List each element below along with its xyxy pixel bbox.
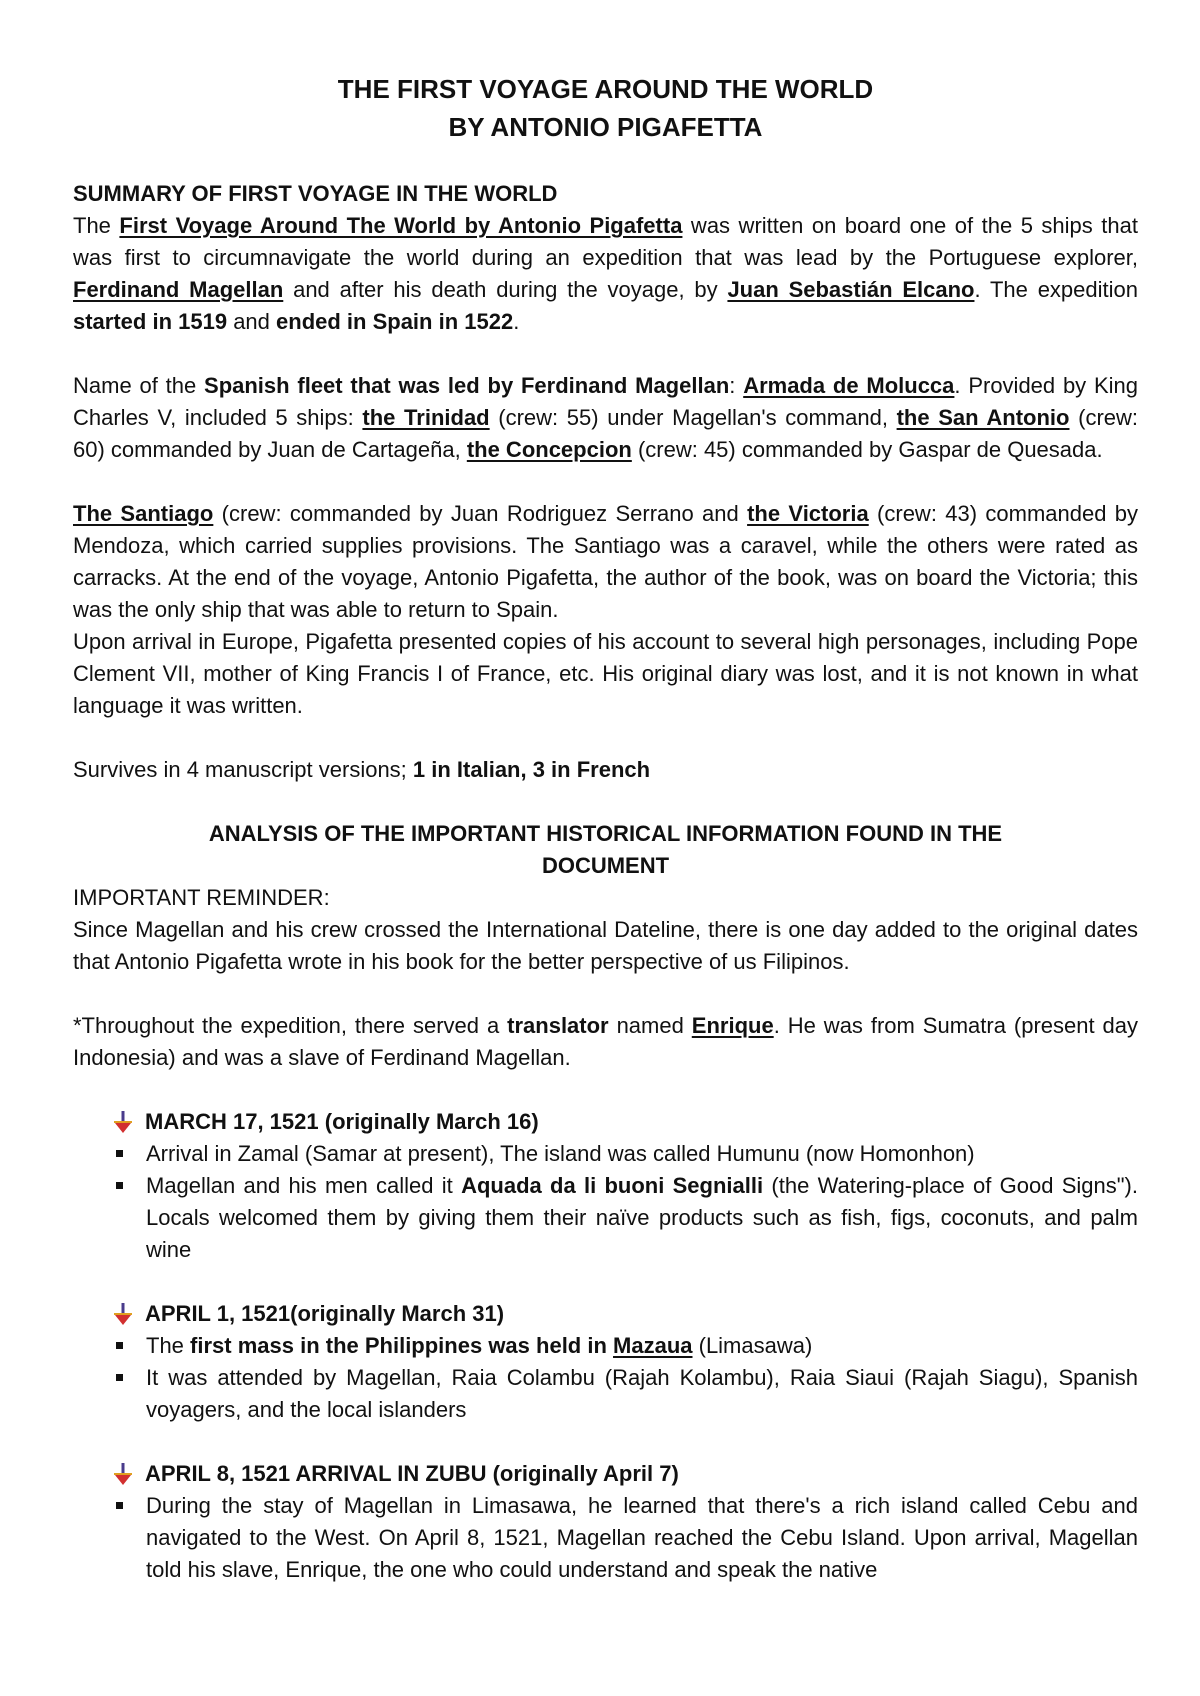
santiago-paragraph <box>73 498 1138 626</box>
link-the-trinidad[interactable]: the Trinidad <box>362 405 490 430</box>
text: The <box>146 1333 191 1358</box>
text: (crew: 43) commanded by Mendoza, which carried supplies provisions. The Santiago was a caravel, while the others were rated as carracks. At the end of the voyage, Antonio Pigafetta, the author of the book, was on board the Victoria; this was the only ship that was able to return to Spain. <box>73 501 1139 622</box>
square-bullet-icon <box>116 1502 123 1509</box>
bold-ended: ended in Spain in 1522 <box>276 309 514 334</box>
arrow-down-bullet-icon <box>111 1462 135 1486</box>
text: *Throughout the expedition, there served a <box>73 1013 508 1038</box>
text: . <box>513 309 520 334</box>
link-mazaua[interactable]: Mazaua <box>613 1333 693 1358</box>
list-item <box>146 1330 1138 1362</box>
list-item <box>146 1138 1138 1170</box>
doc-title-line1: THE FIRST VOYAGE AROUND THE WORLD <box>337 74 874 104</box>
link-the-san-antonio[interactable]: the San Antonio <box>896 405 1070 430</box>
list-item <box>146 1170 1138 1266</box>
document-body <box>73 70 1138 1586</box>
fleet-paragraph <box>73 370 1138 466</box>
text: (Limasawa) <box>692 1333 813 1358</box>
text: was written on board one of the 5 ships that was first to circumnavigate the world during an expedition that was lead by the Portuguese explorer, <box>73 213 1138 270</box>
text: and <box>227 309 277 334</box>
bold-first-mass: first mass in the Philippines was held in <box>190 1333 614 1358</box>
arrow-down-bullet-icon <box>111 1110 135 1134</box>
text: During the stay of Magellan in Limasawa, he learned that there's a rich island called Cebu and navigated to the West. On April 8, 1521, Magellan reached the Cebu Island. Upon arrival, Magellan told his slave, Enrique, the one who could understand and speak the native <box>146 1493 1138 1582</box>
doc-title-line2: BY ANTONIO PIGAFETTA <box>448 112 763 142</box>
text: Arrival in Zamal (Samar at present), The island was called Humunu (now Homonhon) <box>146 1141 975 1166</box>
event-heading-text: APRIL 8, 1521 ARRIVAL IN ZUBU (originally April 7) <box>145 1461 679 1486</box>
event-april-8 <box>73 1458 1138 1586</box>
text: Survives in 4 manuscript versions; <box>73 757 413 782</box>
text: . The expedition <box>974 277 1138 302</box>
event-heading-text: APRIL 1, 1521(originally March 31) <box>145 1301 505 1326</box>
link-first-voyage[interactable]: First Voyage Around The World by Antonio Pigafetta <box>119 213 683 238</box>
event-april-1 <box>73 1298 1138 1426</box>
link-the-santiago[interactable]: The Santiago <box>73 501 214 526</box>
text: . He was from Sumatra (present day Indonesia) and was a slave of Ferdinand Magellan. <box>73 1013 1139 1070</box>
analysis-heading-line1: ANALYSIS OF THE IMPORTANT HISTORICAL INFORMATION FOUND IN THE <box>208 821 1003 846</box>
bold-translator: translator <box>507 1013 609 1038</box>
list-item <box>146 1362 1138 1426</box>
link-the-concepcion[interactable]: the Concepcion <box>466 437 632 462</box>
link-enrique[interactable]: Enrique <box>691 1013 774 1038</box>
link-the-victoria[interactable]: the Victoria <box>747 501 869 526</box>
summary-paragraph <box>73 210 1138 338</box>
analysis-heading-line2: DOCUMENT <box>541 853 670 878</box>
text: It was attended by Magellan, Raia Colambu (Rajah Kolambu), Raia Siaui (Rajah Siagu), Spanish voyagers, and the local islanders <box>146 1365 1138 1422</box>
square-bullet-icon <box>116 1374 123 1381</box>
text: (the Watering-place of Good Signs"). Locals welcomed them by giving them their naïve products such as fish, figs, coconuts, and palm wine <box>146 1173 1139 1262</box>
text: named <box>608 1013 692 1038</box>
text: Magellan and his men called it <box>146 1173 462 1198</box>
event-bullets <box>73 1138 1138 1266</box>
bold-spanish-fleet: Spanish fleet that was led by Ferdinand Magellan <box>204 373 730 398</box>
square-bullet-icon <box>116 1342 123 1349</box>
bold-aquada: Aquada da li buoni Segnialli <box>461 1173 764 1198</box>
translator-paragraph <box>73 1010 1138 1074</box>
text: The <box>73 213 120 238</box>
link-ferdinand-magellan[interactable]: Ferdinand Magellan <box>73 277 284 302</box>
event-bullets <box>73 1490 1138 1586</box>
list-item <box>146 1490 1138 1586</box>
arrival-europe-paragraph: Upon arrival in Europe, Pigafetta presented copies of his account to several high personages, including Pope Clement VII, mother of King Francis I of France, etc. His original diary was lost, and it is not known in what language it was written. <box>73 629 1138 718</box>
bold-started: started in 1519 <box>73 309 228 334</box>
text: (crew: 60) commanded by Juan de Cartageña, <box>73 405 1139 462</box>
event-march-17 <box>73 1106 1138 1266</box>
text: Name of the <box>73 373 205 398</box>
event-heading <box>111 1106 1138 1138</box>
event-heading <box>111 1458 1138 1490</box>
text: : <box>729 373 744 398</box>
square-bullet-icon <box>116 1182 123 1189</box>
reminder-label: IMPORTANT REMINDER: <box>73 885 330 910</box>
link-juan-sebastian-elcano[interactable]: Juan Sebastián Elcano <box>727 277 975 302</box>
text: . Provided by King Charles V, included 5 ships: <box>73 373 1139 430</box>
event-bullets <box>73 1330 1138 1426</box>
arrow-down-bullet-icon <box>111 1302 135 1326</box>
manuscripts-paragraph <box>73 754 1138 786</box>
square-bullet-icon <box>116 1150 123 1157</box>
event-heading-text: MARCH 17, 1521 (originally March 16) <box>145 1109 539 1134</box>
reminder-text: Since Magellan and his crew crossed the International Dateline, there is one day added to the original dates that Antonio Pigafetta wrote in his book for the better perspective of us Filipinos. <box>73 917 1138 974</box>
text: (crew: 45) commanded by Gaspar de Quesada. <box>631 437 1103 462</box>
summary-heading: SUMMARY OF FIRST VOYAGE IN THE WORLD <box>73 181 558 206</box>
bold-manuscripts: 1 in Italian, 3 in French <box>412 757 651 782</box>
text: and after his death during the voyage, by <box>283 277 728 302</box>
event-heading <box>111 1298 1138 1330</box>
text: (crew: commanded by Juan Rodriguez Serrano and <box>213 501 748 526</box>
text: (crew: 55) under Magellan's command, <box>489 405 897 430</box>
link-armada-de-molucca[interactable]: Armada de Molucca <box>743 373 955 398</box>
